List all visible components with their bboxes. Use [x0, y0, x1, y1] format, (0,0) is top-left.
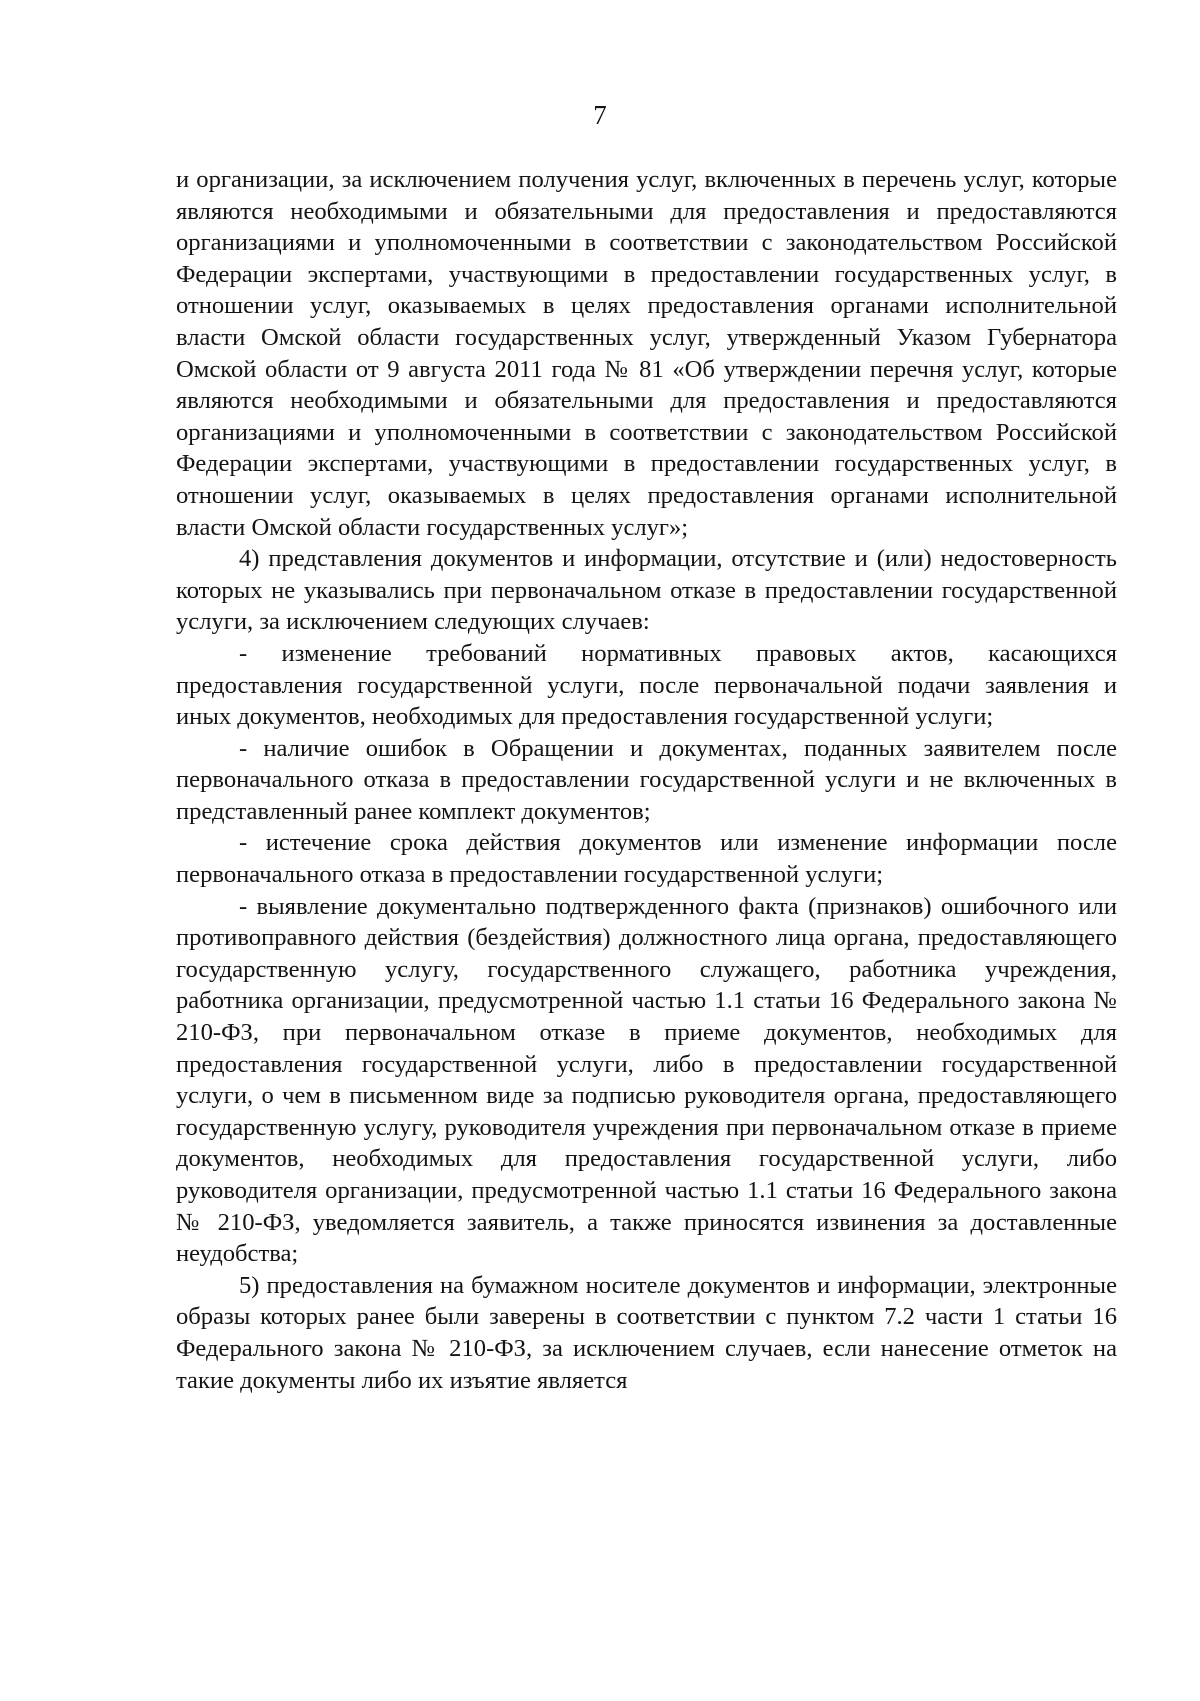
page-number: 7	[593, 100, 607, 130]
paragraph-continuation: и организации, за исключением получения услуг, включенных в перечень услуг, которые являются необходимыми и обязательными для предоставления и предоставляются организациями и уполномоченными в соответствии с законодательством Российской Федерации экспертами, участвующими в предоставлении государственных услуг, в отношении услуг, оказываемых в целях предоставления органами исполнительной власти Омской области государственных услуг, утвержденный Указом Губернатора Омской области от 9 августа 2011 года № 81 «Об утверждении перечня услуг, которые являются необходимыми и обязательными для предоставления и предоставляются организациями и уполномоченными в соответствии с законодательством Российской Федерации экспертами, участвующими в предоставлении государственных услуг, в отношении услуг, оказываемых в целях предоставления органами исполнительной власти Омской области государственных услуг»;	[176, 166, 1117, 541]
paragraph-dash-expiry: - истечение срока действия документов или изменение информации после первоначального отказа в предоставлении государственной услуги;	[176, 829, 1117, 889]
paragraph-dash-requirements-change: - изменение требований нормативных правовых актов, касающихся предоставления государственной услуги, после первоначальной подачи заявления и иных документов, необходимых для предоставления государственной услуги;	[176, 639, 1117, 731]
paragraph-dash-misconduct: - выявление документально подтвержденного факта (признаков) ошибочного или противоправного действия (бездействия) должностного лица органа, предоставляющего государственную услугу, государственного служащего, работника учреждения, работника организации, предусмотренной частью 1.1 статьи 16 Федерального закона № 210-ФЗ, при первоначальном отказе в приеме документов, необходимых для предоставления государственной услуги, либо в предоставлении государственной услуги, о чем в письменном виде за подписью руководителя органа, предоставляющего государственную услугу, руководителя учреждения при первоначальном отказе в приеме документов, необходимых для предоставления государственной услуги, либо руководителя организации, предусмотренной частью 1.1 статьи 16 Федерального закона № 210-ФЗ, уведомляется заявитель, а также приносятся извинения за доставленные неудобства;	[176, 892, 1117, 1268]
paragraph-dash-errors: - наличие ошибок в Обращении и документах, поданных заявителем после первоначального отказа в предоставлении государственной услуги и не включенных в представленный ранее комплект документов;	[176, 734, 1117, 825]
document-body	[176, 164, 1117, 1396]
paragraph-item-4: 4) представления документов и информации, отсутствие и (или) недостоверность которых не указывались при первоначальном отказе в предоставлении государственной услуги, за исключением следующих случаев:	[176, 545, 1117, 636]
paragraph-item-5: 5) предоставления на бумажном носителе документов и информации, электронные образы которых ранее были заверены в соответствии с пунктом 7.2 части 1 статьи 16 Федерального закона № 210-ФЗ, за исключением случаев, если нанесение отметок на такие документы либо их изъятие является	[176, 1271, 1117, 1394]
